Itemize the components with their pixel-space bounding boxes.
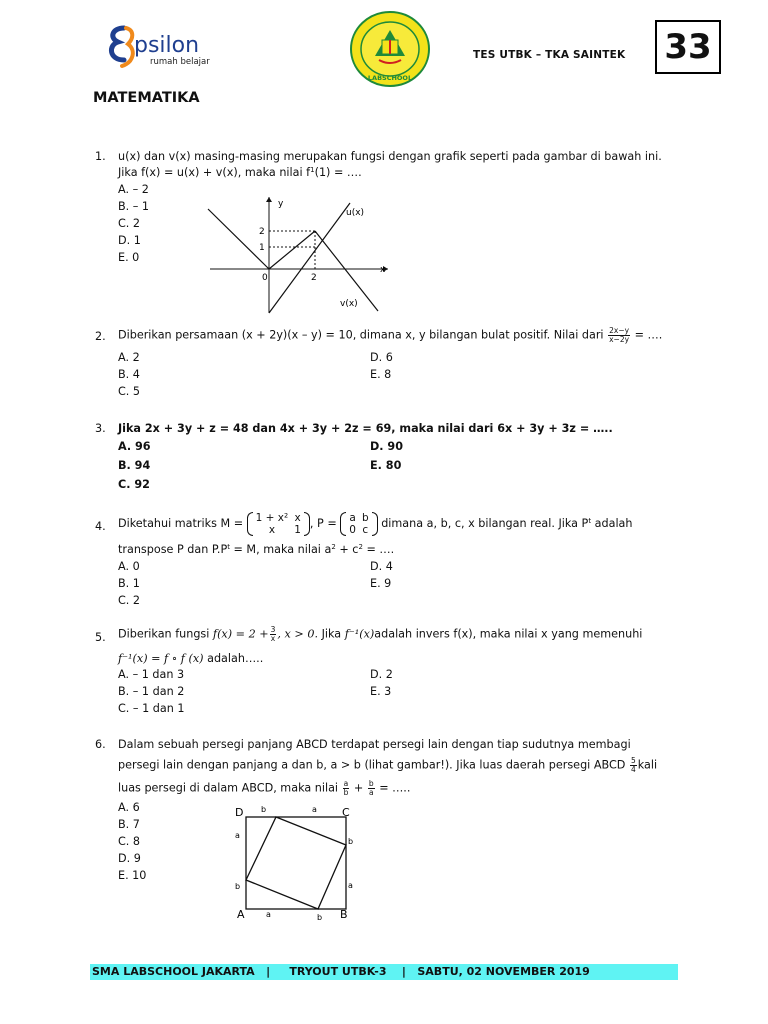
right-a: a (348, 881, 353, 890)
q2-line1: Diberikan persamaan (x + 2y)(x – y) = 10, dimana x, y bilangan bulat positif. Nilai dari $\frac{2x-y}{x-2y}$ = …. (118, 326, 663, 344)
label-B: B (340, 908, 348, 921)
test-title: TES UTBK – TKA SAINTEK (473, 49, 626, 61)
q1-option-b[interactable]: B. – 1 (118, 200, 150, 213)
q6-option-d[interactable]: D. 9 (118, 852, 141, 865)
q1-option-d[interactable]: D. 1 (118, 234, 141, 247)
q4-option-e[interactable]: E. 9 (370, 577, 392, 590)
bottom-a: a (266, 910, 271, 919)
subject-heading: MATEMATIKA (93, 90, 200, 106)
q3-option-b[interactable]: B. 94 (118, 459, 151, 472)
q4-option-b[interactable]: B. 1 (118, 577, 140, 590)
matrix-p: a b 0 c (340, 512, 377, 536)
footer-sep-2: | (401, 965, 406, 978)
right-b: b (348, 837, 354, 846)
q3-option-a[interactable]: A. 96 (118, 440, 151, 453)
q5-line1: Diberikan fungsi f(x) = 2 + $\frac{3}{x}$ , x > 0. Jika f⁻¹(x)adalah invers f(x), maka nilai x yang memenuhi (118, 625, 643, 643)
q4-line1: Diketahui matriks M = 1 + x² x x 1 , P = a b 0 c dimana a, b, c, x bilangan real. Jika $P^t$ adalah (118, 512, 633, 536)
q5-option-e[interactable]: E. 3 (370, 685, 392, 698)
graph-v-label: v(x) (340, 299, 358, 309)
footer-bar (90, 964, 678, 980)
q3-option-d[interactable]: D. 90 (370, 440, 403, 453)
q2-option-e[interactable]: E. 8 (370, 368, 392, 381)
top-b: b (261, 805, 267, 814)
q2-option-a[interactable]: A. 2 (118, 351, 140, 364)
graph-tick-x2: 2 (311, 273, 317, 283)
graph-tick-y2: 2 (259, 227, 265, 237)
q2-option-c[interactable]: C. 5 (118, 385, 141, 398)
footer-date: SABTU, 02 NOVEMBER 2019 (417, 965, 590, 978)
q2-option-b[interactable]: B. 4 (118, 368, 140, 381)
q6-number: 6. (95, 738, 106, 751)
graph-y-label: y (278, 199, 284, 209)
q6-option-e[interactable]: E. 10 (118, 869, 147, 882)
q6-option-a[interactable]: A. 6 (118, 801, 140, 814)
q3-number: 3. (95, 422, 106, 435)
q1-line1: u(x) dan v(x) masing-masing merupakan fungsi dengan grafik seperti pada gambar di bawah ini. (118, 150, 662, 163)
bottom-b: b (317, 913, 323, 922)
footer-school: SMA LABSCHOOL JAKARTA (92, 965, 255, 978)
q6-line1: Dalam sebuah persegi panjang ABCD terdapat persegi lain dengan tiap sudutnya membagi (118, 738, 631, 751)
logo-brand-text: psilon (134, 33, 200, 58)
graph-tick-origin: 0 (262, 273, 268, 283)
q4-option-d[interactable]: D. 4 (370, 560, 393, 573)
label-A: A (237, 908, 245, 921)
q1-option-e[interactable]: E. 0 (118, 251, 140, 264)
q2-number: 2. (95, 330, 106, 343)
q6-option-c[interactable]: C. 8 (118, 835, 141, 848)
q5-number: 5. (95, 631, 106, 644)
q2-option-d[interactable]: D. 6 (370, 351, 393, 364)
q5-option-d[interactable]: D. 2 (370, 668, 393, 681)
q4-number: 4. (95, 520, 106, 533)
label-C: C (342, 806, 350, 819)
q1-graph (200, 193, 400, 320)
q1-option-c[interactable]: C. 2 (118, 217, 141, 230)
q4-option-a[interactable]: A. 0 (118, 560, 140, 573)
q1-option-a[interactable]: A. – 2 (118, 183, 149, 196)
label-D: D (235, 806, 244, 819)
footer-sep-1: | (266, 965, 271, 978)
q3-line1: Jika 2x + 3y + z = 48 dan 4x + 3y + 2z = 69, maka nilai dari 6x + 3y + 3z = ….. (118, 422, 613, 435)
left-b: b (235, 882, 241, 891)
epsilon-logo (104, 22, 216, 74)
graph-tick-y1: 1 (259, 243, 265, 253)
footer-tryout: TRYOUT UTBK-3 (289, 965, 387, 978)
q5-option-a[interactable]: A. – 1 dan 3 (118, 668, 185, 681)
q5-line2: f⁻¹(x) = f ∘ f (x) adalah….. (118, 652, 264, 665)
q5-option-c[interactable]: C. – 1 dan 1 (118, 702, 185, 715)
labschool-seal (349, 10, 431, 88)
q6-line3: luas persegi di dalam ABCD, maka nilai $\frac{a}{b}$ + $\frac{b}{a}$ = ….. (118, 779, 411, 797)
logo-tagline: rumah belajar (150, 57, 210, 67)
q1-number: 1. (95, 150, 106, 163)
left-a: a (235, 831, 240, 840)
q3-option-c[interactable]: C. 92 (118, 478, 150, 491)
q6-line2: persegi lain dengan panjang a dan b, a > b (lihat gambar!). Jika luas daerah persegi ABCD $\frac{5}{4}$ kali (118, 756, 658, 774)
q6-square-figure (228, 800, 358, 927)
q4-line2: transpose P dan $P.P^t = M$, maka nilai $a^2 + c^2$ = …. (118, 543, 395, 556)
page-number-box: 33 (655, 20, 721, 74)
q3-option-e[interactable]: E. 80 (370, 459, 402, 472)
graph-u-label: u(x) (346, 208, 365, 218)
q4-option-c[interactable]: C. 2 (118, 594, 141, 607)
q5-option-b[interactable]: B. – 1 dan 2 (118, 685, 185, 698)
q6-option-b[interactable]: B. 7 (118, 818, 140, 831)
seal-text: LABSCHOOL (367, 74, 413, 82)
matrix-m: 1 + x² x x 1 (247, 512, 310, 536)
top-a: a (312, 805, 317, 814)
graph-x-label: x (380, 265, 386, 275)
q1-line2: Jika f(x) = u(x) + v(x), maka nilai $f^1(1)$ = …. (118, 166, 362, 179)
